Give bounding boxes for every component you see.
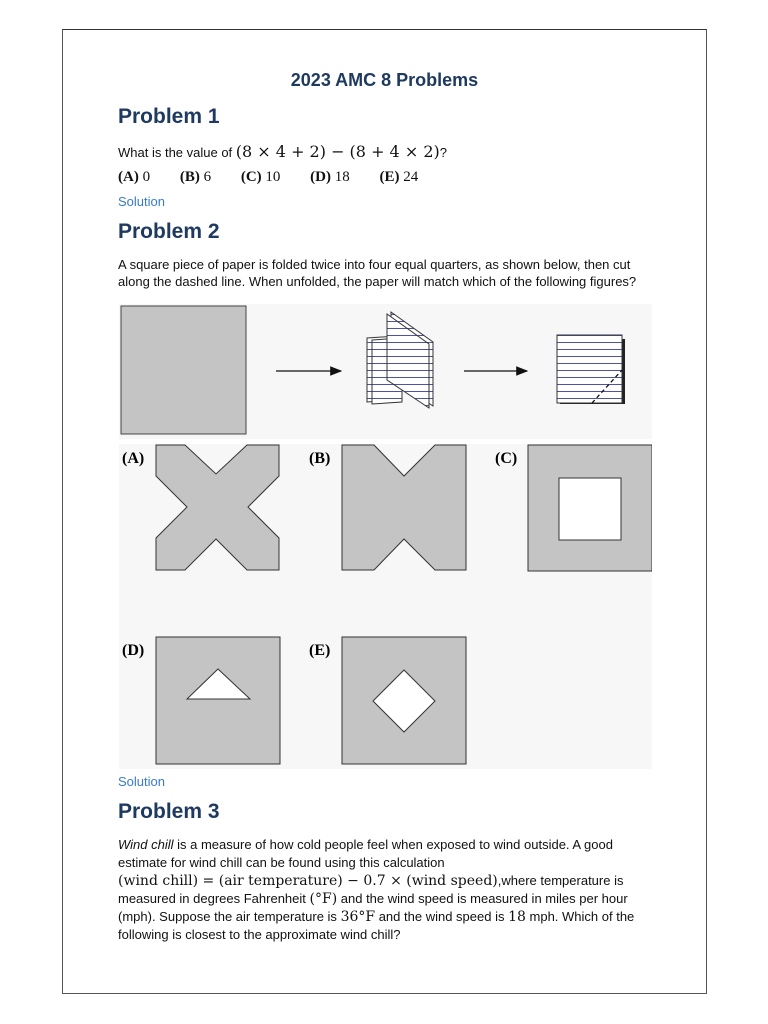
problem-3-text-3: and the wind speed is measured in miles per hour (mph). Suppose the air temperature is [118, 891, 628, 924]
square-paper [121, 306, 246, 434]
option-a-label: (A) [122, 450, 145, 467]
choice-a[interactable]: (A) 0 [118, 169, 151, 185]
problem-3-text-1: is a measure of how cold people feel when exposed to wind outside. A good estimate for wind chill can be found using this calculation [118, 837, 613, 870]
option-b-label: (B) [309, 450, 331, 467]
option-d-label: (D) [122, 642, 145, 659]
wind-speed-value: 18 [508, 909, 526, 925]
problem-3-text-2: ,where temperature is measured in degrees Fahrenheit [118, 873, 624, 906]
option-e-label: (E) [309, 642, 331, 659]
problem-3-prompt [118, 836, 658, 944]
document-page [62, 29, 707, 994]
problem-3-text-4: and the wind speed is [375, 909, 509, 924]
problem-2-prompt: A square piece of paper is folded twice into four equal quarters, as shown below, then cut along the dashed line. When unfolded, the paper will match which of the following figures? [118, 257, 637, 289]
choice-c[interactable]: (C) 10 [240, 169, 281, 185]
choice-d[interactable]: (D) 18 [310, 169, 350, 185]
problem-3-heading: Problem 3 [118, 800, 220, 823]
problem-1-expression: (8 × 4 + 2) − (8 + 4 × 2) [235, 142, 440, 161]
page-title: 2023 AMC 8 Problems [290, 70, 479, 90]
fahrenheit-unit: (°F) [309, 891, 338, 907]
option-c-figure[interactable] [528, 445, 652, 571]
problem-1-prompt-prefix: What is the value of [118, 145, 233, 160]
problem-2-solution-link[interactable]: Solution [118, 774, 165, 789]
option-e-figure[interactable] [342, 637, 466, 764]
wind-chill-term: Wind chill [118, 837, 174, 852]
problem-2-figure [119, 304, 652, 769]
choice-b[interactable]: (B) 6 [179, 169, 212, 185]
quarter-folded-paper [557, 335, 625, 404]
problem-3-text-5: mph. Which of the following is closest to the approximate wind chill? [118, 909, 635, 942]
problem-1-choices [118, 169, 444, 186]
folding-diagram [119, 304, 652, 769]
option-c-label: (C) [495, 450, 518, 467]
problem-1-heading: Problem 1 [118, 105, 220, 128]
problem-1-solution-link[interactable]: Solution [118, 194, 165, 209]
option-d-figure[interactable] [156, 637, 280, 764]
problem-2-heading: Problem 2 [118, 220, 220, 243]
problem-1-prompt [118, 143, 648, 161]
air-temperature-value: 36°F [340, 909, 376, 925]
problem-1-prompt-suffix: ? [439, 145, 447, 160]
wind-chill-formula: (wind chill) = (air temperature) − 0.7 × (wind speed) [118, 873, 498, 889]
choice-e[interactable]: (E) 24 [379, 169, 419, 185]
